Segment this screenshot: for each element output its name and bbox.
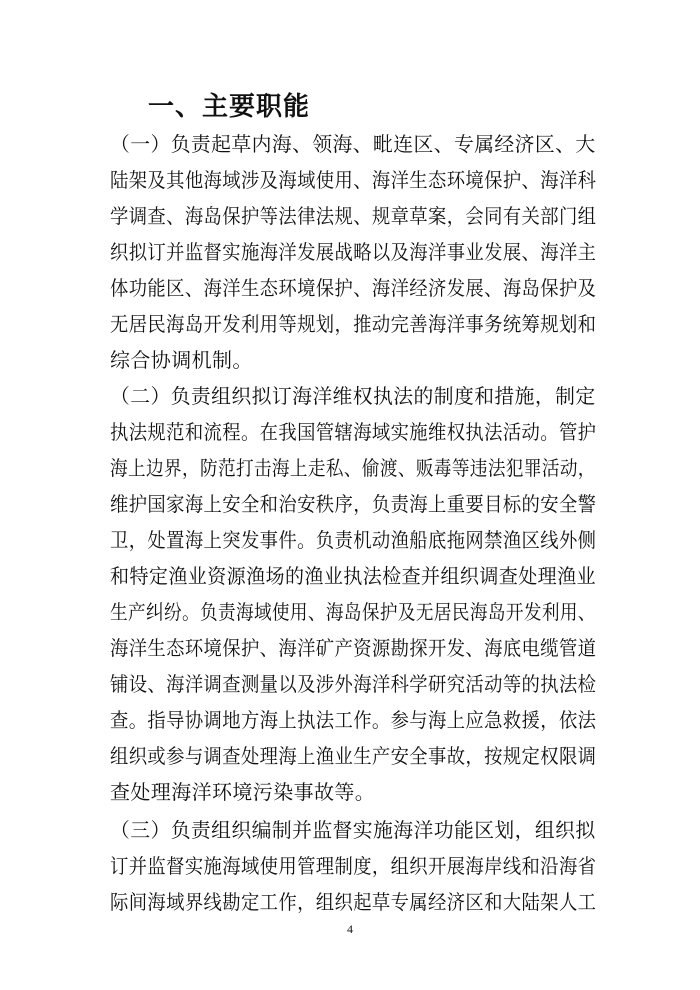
text-line: 维护国家海上安全和治安秩序，负责海上重要目标的安全警 (110, 492, 597, 516)
text-line: 学调查、海岛保护等法律法规、规章草案，会同有关部门组 (110, 204, 597, 228)
text-line: 和特定渔业资源渔场的渔业执法检查并组织调查处理渔业 (110, 564, 596, 588)
page-number: 4 (347, 922, 353, 936)
text-line: 海上边界，防范打击海上走私、偷渡、贩毒等违法犯罪活动， (110, 456, 596, 480)
section-heading: 一、主要职能 (148, 92, 311, 122)
text-line: 无居民海岛开发利用等规划，推动完善海洋事务统筹规划和 (110, 312, 597, 336)
text-line: 体功能区、海洋生态环境保护、海洋经济发展、海岛保护及 (110, 276, 597, 300)
text-line: 陆架及其他海域涉及海域使用、海洋生态环境保护、海洋科 (110, 168, 597, 192)
text-line: 铺设、海洋调查测量以及涉外海洋科学研究活动等的执法检 (110, 672, 597, 696)
text-line: 织拟订并监督实施海洋发展战略以及海洋事业发展、海洋主 (110, 240, 597, 264)
text-line: 卫，处置海上突发事件。负责机动渔船底拖网禁渔区线外侧 (110, 528, 597, 552)
text-line: 际间海域界线勘定工作，组织起草专属经济区和大陆架人工 (110, 890, 597, 914)
text-line: （三）负责组织编制并监督实施海洋功能区划，组织拟 (110, 818, 596, 842)
text-line: （二）负责组织拟订海洋维权执法的制度和措施，制定 (110, 384, 596, 408)
text-line: 订并监督实施海域使用管理制度，组织开展海岸线和沿海省 (110, 854, 597, 878)
text-line: 执法规范和流程。在我国管辖海域实施维权执法活动。管护 (110, 420, 597, 444)
text-line: 生产纠纷。负责海域使用、海岛保护及无居民海岛开发利用、 (110, 600, 596, 624)
text-line: 海洋生态环境保护、海洋矿产资源勘探开发、海底电缆管道 (110, 636, 597, 660)
text-line: 查。指导协调地方海上执法工作。参与海上应急救援，依法 (110, 708, 597, 732)
text-line: 组织或参与调查处理海上渔业生产安全事故，按规定权限调 (110, 744, 597, 768)
text-line: （一）负责起草内海、领海、毗连区、专属经济区、大 (110, 132, 596, 156)
text-line: 综合协调机制。 (110, 348, 253, 372)
text-line: 查处理海洋环境污染事故等。 (110, 780, 376, 804)
